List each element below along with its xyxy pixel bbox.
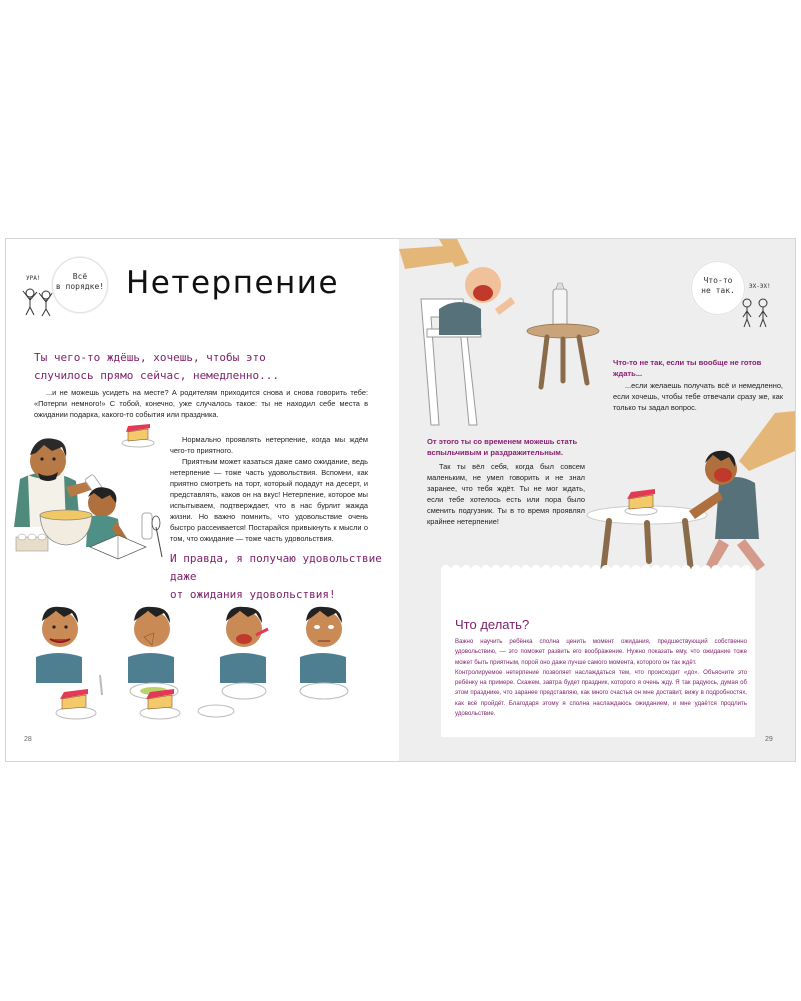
intro-paragraph: ...и не можешь усидеть на месте? А родителям приходится снова и снова говорить тебе: «Потерпи немного!» С тобой, конечно, уже случалось такое: ты не находил себе места в ожидании подарка, какого-то события или праздника. xyxy=(34,388,368,419)
baking-illustration xyxy=(6,417,166,575)
tip-title: Что делать? xyxy=(455,617,530,632)
q2-title: От этого ты со временем можешь стать вспыльчивым и раздражительным. xyxy=(427,437,578,457)
waiting-boys-illustration xyxy=(36,599,356,729)
paragraph-1: Нормально проявлять нетерпение, когда мы ждём чего-то приятного. xyxy=(170,435,368,455)
tip-paragraph-1: Важно научить ребёнка сполна ценить момент ожидания, предшествующий собственно удовольствию, — это поможет развить его воображение. Нужно показать ему, что ожидание тоже может быть приятным, порой оно даже лучше самого момента, которого он так ждёт. xyxy=(455,638,747,666)
tantrum-boy-illustration xyxy=(579,411,795,581)
quote-line-2: от ожидания удовольствия! xyxy=(170,588,336,601)
shout-text-right: ЭХ-ЭХ! xyxy=(749,283,771,290)
headline-line-2: случилось прямо сейчас, немедленно... xyxy=(34,369,280,382)
q1-title: Что-то не так, если ты вообще не готов ждать... xyxy=(613,358,762,378)
headline xyxy=(34,349,364,385)
bubble-line-1: Всё xyxy=(72,272,88,281)
page-number-left: 28 xyxy=(24,736,32,743)
headline-line-1: Ты чего-то ждёшь, хочешь, чтобы это xyxy=(34,351,266,364)
tip-text xyxy=(455,637,747,719)
bubble-right-line-1: Что-то xyxy=(703,276,733,285)
worried-kids-illustration xyxy=(737,291,777,331)
quote xyxy=(170,550,390,604)
bubble-line-2: в порядке! xyxy=(55,282,105,291)
paragraph-2: Приятным может казаться даже само ожидание, ведь нетерпение — тоже часть удовольствия. Вспомни, как приятно смотреть на торт, который подадут на десерт, и представлять, каков он на вкус! Нетерпение, которое мы испытываем, подтверждает, что в нас бурлит жажда жизни. Но важно помнить, что удовольствие очень быстро рассеивается! Постарайся привыкнуть к мысли о том, что ожидание — тоже часть удовольствия. xyxy=(170,457,368,543)
q2-text: Так ты вёл себя, когда был совсем маленьким, не умел говорить и не знал заранее, что тебя ждёт. Ты не мог ждать, если тебе хотелось есть или пора было сменить подгузник. Ты в то время проявлял крайнее нетерпение! xyxy=(427,462,585,526)
page-title: Нетерпение xyxy=(126,265,340,301)
quote-line-1: И правда, я получаю удовольствие даже xyxy=(170,552,382,583)
tip-card-scallops xyxy=(441,563,755,573)
speech-bubble xyxy=(52,257,108,313)
left-page xyxy=(6,239,399,761)
bubble-right-line-2: не так. xyxy=(701,286,735,295)
page-number-right: 29 xyxy=(765,736,773,743)
shout-text: УРА! xyxy=(26,275,41,282)
bottle-table-illustration xyxy=(527,283,617,393)
q1-text: ...если желаешь получать всё и немедленно, если хочешь, чтобы тебе отвечали сразу же, как только ты задал вопрос. xyxy=(613,381,783,412)
tip-paragraph-2: Контролируемое нетерпение позволяет наслаждаться тем, что происходит «до». Объясните это ребёнку на примере. Скажем, завтра будет праздник, которого я очень жду. Я так радуюсь, думая об этом празднике, что заранее представляю, как много счастья он мне доставит, вижу в подробностях, как всё пройдёт. Благодаря этому я сполна наслаждаюсь ожиданием, и мне удаётся продлить удовольствие. xyxy=(455,668,747,718)
right-page xyxy=(399,239,795,761)
